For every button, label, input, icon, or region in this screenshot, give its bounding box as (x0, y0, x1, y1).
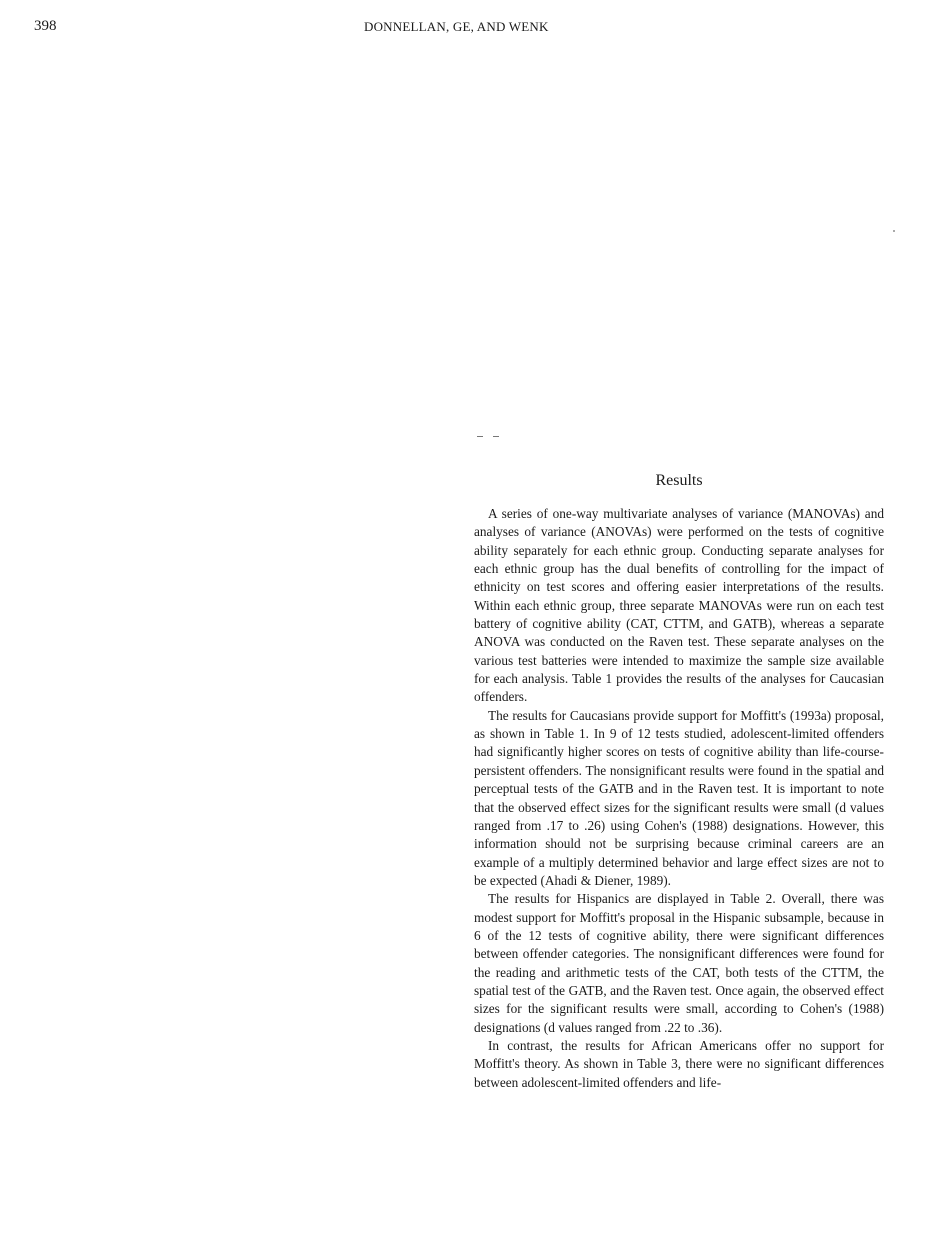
paragraph: In contrast, the results for African Americans offer no support for Moffitt's theory. As shown in Table 3, there were no significant differences between adolescent-limited offenders and life- (474, 1037, 884, 1090)
results-body (474, 505, 884, 1092)
running-head: DONNELLAN, GE, AND WENK (364, 19, 549, 34)
scan-speck (893, 230, 895, 232)
paragraph: The results for Hispanics are displayed in Table 2. Overall, there was modest support for Moffitt's proposal in the Hispanic subsample, because in 6 of the 12 tests of cognitive ability, there were significant differences between offender categories. The nonsignificant differences were found for the reading and arithmetic tests of the CAT, both tests of the CTTM, the spatial test of the GATB, and the Raven test. Once again, the observed effect sizes for the significant results were small, according to Cohen's (1988) designations (d values ranged from .22 to .36). (474, 891, 884, 1035)
paragraph: A series of one-way multivariate analyses of variance (MANOVAs) and analyses of variance (ANOVAs) were performed on the tests of cognitive ability separately for each ethnic group. Conducting separate analyses for each ethnic group has the dual benefits of controlling for the impact of ethnicity on test scores and offering easier interpretations of the results. Within each ethnic group, three separate MANOVAs were run on each test battery of cognitive ability (CAT, CTTM, and GATB), whereas a separate ANOVA was conducted on the Raven test. These separate analyses on the various test batteries were intended to maximize the sample size available for each analysis. Table 1 provides the results of the analyses for Caucasian offenders. (474, 506, 884, 705)
scan-artifact (477, 436, 501, 439)
section-heading: Results (655, 472, 703, 489)
paragraph: The results for Caucasians provide support for Moffitt's (1993a) proposal, as shown in Table 1. In 9 of 12 tests studied, adolescent-limited offenders had significantly higher scores on tests of cognitive ability than life-course-persistent offenders. The nonsignificant results were found in the spatial and perceptual tests of the GATB and in the Raven test. It is important to note that the observed effect sizes for the significant results were small (d values ranged from .17 to .26) using Cohen's (1988) designations. However, this information should not be surprising because criminal careers are an example of a multiply determined behavior and large effect sizes are not to be expected (Ahadi & Diener, 1989). (474, 707, 884, 888)
page-number: 398 (34, 18, 57, 34)
